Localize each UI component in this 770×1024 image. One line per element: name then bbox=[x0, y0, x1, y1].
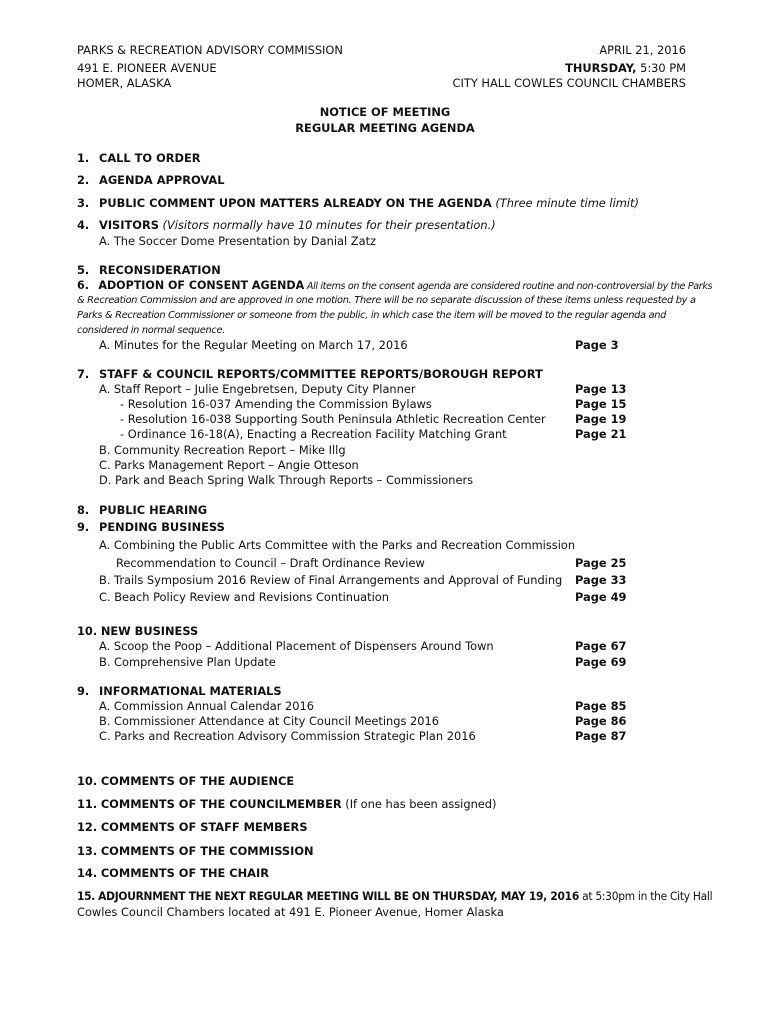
agenda-item-14 bbox=[77, 866, 269, 880]
page-ref: Page 21 bbox=[575, 427, 627, 441]
agenda-item-12 bbox=[77, 820, 308, 834]
item-note: (Three minute time limit) bbox=[491, 196, 639, 210]
item-label: RECONSIDERATION bbox=[99, 263, 221, 277]
item-number: 9. bbox=[77, 520, 90, 534]
agenda-item-6 bbox=[77, 278, 712, 294]
item-label: ADOPTION OF CONSENT AGENDA bbox=[98, 278, 305, 292]
item-label: ADJOURNMENT THE NEXT REGULAR MEETING WILL BE ON THURSDAY, MAY 19, 2016 bbox=[98, 889, 579, 903]
meeting-time: 5:30 PM bbox=[636, 61, 686, 75]
item-label: NEW BUSINESS bbox=[100, 624, 199, 638]
item-label: COMMENTS OF THE COMMISSION bbox=[100, 844, 314, 858]
item-10a: A. Scoop the Poop – Additional Placement of Dispensers Around Town bbox=[99, 639, 494, 653]
page-ref: Page 69 bbox=[575, 655, 627, 669]
agenda-item-2 bbox=[77, 173, 225, 187]
page-ref: Page 85 bbox=[575, 699, 627, 713]
item-7c: C. Parks Management Report – Angie Otteson bbox=[99, 458, 359, 472]
item-number: 3. bbox=[77, 196, 90, 210]
item-number: 6. bbox=[77, 278, 89, 292]
agenda-item-11 bbox=[77, 797, 496, 811]
item-label: COMMENTS OF STAFF MEMBERS bbox=[100, 820, 308, 834]
item-label: CALL TO ORDER bbox=[99, 151, 201, 165]
page-ref: Page 86 bbox=[575, 714, 627, 728]
item-label: PUBLIC COMMENT UPON MATTERS ALREADY ON THE AGENDA bbox=[99, 196, 492, 210]
consent-note-4: considered in normal sequence. bbox=[77, 325, 226, 336]
page-ref: Page 49 bbox=[575, 590, 627, 604]
meeting-location: CITY HALL COWLES COUNCIL CHAMBERS bbox=[452, 76, 686, 90]
item-number: 12. bbox=[77, 820, 98, 834]
page-ref: Page 33 bbox=[575, 573, 627, 587]
item-info-c: C. Parks and Recreation Advisory Commission Strategic Plan 2016 bbox=[99, 729, 476, 743]
item-label: PENDING BUSINESS bbox=[99, 520, 225, 534]
agenda-item-4 bbox=[77, 218, 496, 232]
item-label: VISITORS bbox=[99, 218, 159, 232]
meeting-day-time bbox=[565, 61, 686, 75]
item-number: 4. bbox=[77, 218, 90, 232]
org-name: PARKS & RECREATION ADVISORY COMMISSION bbox=[77, 43, 343, 57]
item-label: AGENDA APPROVAL bbox=[99, 173, 225, 187]
item-number: 11. bbox=[77, 797, 98, 811]
item-note: (Visitors normally have 10 minutes for their presentation.) bbox=[158, 218, 496, 232]
consent-note-3: Parks & Recreation Commissioner or someone from the public, in which case the item will be moved to the regular agenda and bbox=[77, 310, 667, 321]
item-9a-cont: Recommendation to Council – Draft Ordinance Review bbox=[116, 556, 425, 570]
agenda-item-8 bbox=[77, 503, 207, 517]
notice-title: NOTICE OF MEETING bbox=[319, 105, 451, 119]
page-ref: Page 67 bbox=[575, 639, 627, 653]
item-4a: A. The Soccer Dome Presentation by Danial Zatz bbox=[99, 234, 377, 248]
item-number: 1. bbox=[77, 151, 90, 165]
item-7a-1: - Resolution 16-037 Amending the Commission Bylaws bbox=[120, 397, 432, 411]
item-number: 14. bbox=[77, 866, 98, 880]
item-7a-3: - Ordinance 16-18(A), Enacting a Recreation Facility Matching Grant bbox=[120, 427, 507, 441]
org-address: 491 E. PIONEER AVENUE bbox=[77, 61, 217, 75]
page-ref: Page 3 bbox=[575, 338, 619, 352]
agenda-item-informational bbox=[77, 684, 282, 698]
item-number: 10. bbox=[77, 774, 98, 788]
item-label: INFORMATIONAL MATERIALS bbox=[99, 684, 282, 698]
adjournment-line-2: Cowles Council Chambers located at 491 E. Pioneer Avenue, Homer Alaska bbox=[77, 905, 504, 919]
item-label: COMMENTS OF THE COUNCILMEMBER bbox=[100, 797, 342, 811]
item-10b: B. Comprehensive Plan Update bbox=[99, 655, 276, 669]
page-ref: Page 25 bbox=[575, 556, 627, 570]
page-ref: Page 15 bbox=[575, 397, 627, 411]
item-number: 15. bbox=[77, 889, 96, 903]
item-number: 8. bbox=[77, 503, 90, 517]
item-number: 2. bbox=[77, 173, 90, 187]
item-label: COMMENTS OF THE AUDIENCE bbox=[100, 774, 295, 788]
agenda-item-10 bbox=[77, 624, 198, 638]
item-9b: B. Trails Symposium 2016 Review of Final Arrangements and Approval of Funding bbox=[99, 573, 563, 587]
page-ref: Page 13 bbox=[575, 382, 627, 396]
org-city: HOMER, ALASKA bbox=[77, 76, 172, 90]
page-ref: Page 87 bbox=[575, 729, 627, 743]
agenda-item-comments-audience bbox=[77, 774, 294, 788]
item-number: 7. bbox=[77, 367, 90, 381]
agenda-item-3 bbox=[77, 196, 639, 210]
agenda-item-13 bbox=[77, 844, 314, 858]
agenda-title: REGULAR MEETING AGENDA bbox=[295, 121, 475, 135]
item-7a-2: - Resolution 16-038 Supporting South Peninsula Athletic Recreation Center bbox=[120, 412, 546, 426]
item-label: COMMENTS OF THE CHAIR bbox=[100, 866, 269, 880]
item-number: 13. bbox=[77, 844, 98, 858]
agenda-item-7 bbox=[77, 367, 543, 381]
item-7a: A. Staff Report – Julie Engebretsen, Deputy City Planner bbox=[99, 382, 416, 396]
item-label: PUBLIC HEARING bbox=[99, 503, 208, 517]
meeting-date: APRIL 21, 2016 bbox=[599, 43, 686, 57]
item-number: 9. bbox=[77, 684, 90, 698]
item-info-b: B. Commissioner Attendance at City Council Meetings 2016 bbox=[99, 714, 439, 728]
agenda-item-5 bbox=[77, 263, 221, 277]
consent-note-2: & Recreation Commission and are approved in one motion. There will be no separate discussion of these items unless requested by a bbox=[77, 295, 696, 306]
item-7d: D. Park and Beach Spring Walk Through Reports – Commissioners bbox=[99, 473, 474, 487]
item-9a: A. Combining the Public Arts Committee with the Parks and Recreation Commission bbox=[99, 538, 576, 552]
agenda-item-15 bbox=[77, 889, 712, 903]
item-9c: C. Beach Policy Review and Revisions Continuation bbox=[99, 590, 389, 604]
item-7b: B. Community Recreation Report – Mike Illg bbox=[99, 443, 346, 457]
item-number: 5. bbox=[77, 263, 90, 277]
page-ref: Page 19 bbox=[575, 412, 627, 426]
consent-note-1: All items on the consent agenda are considered routine and non-controversial by the Parks bbox=[304, 281, 713, 292]
adjournment-rest: at 5:30pm in the City Hall bbox=[578, 889, 713, 903]
item-note: (If one has been assigned) bbox=[341, 797, 497, 811]
item-6a: A. Minutes for the Regular Meeting on March 17, 2016 bbox=[99, 338, 408, 352]
item-number: 10. bbox=[77, 624, 98, 638]
agenda-item-9 bbox=[77, 520, 225, 534]
meeting-day: THURSDAY, bbox=[565, 61, 637, 75]
item-info-a: A. Commission Annual Calendar 2016 bbox=[99, 699, 314, 713]
agenda-item-1 bbox=[77, 151, 201, 165]
item-label: STAFF & COUNCIL REPORTS/COMMITTEE REPORTS/BOROUGH REPORT bbox=[99, 367, 543, 381]
